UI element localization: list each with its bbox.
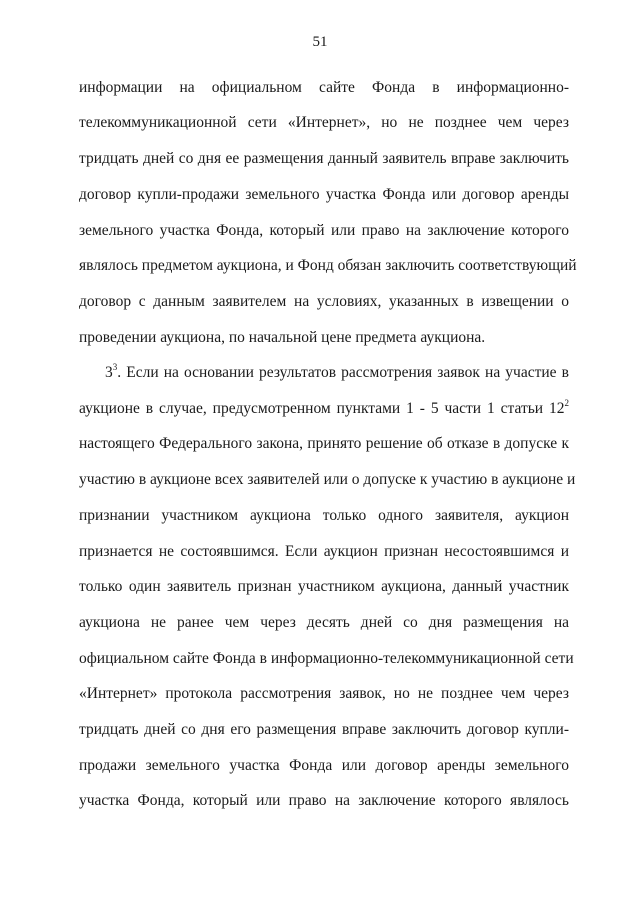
item-number: 3: [105, 364, 113, 381]
text-line: договор с данным заявителем на условиях, указанных в извещении о: [79, 293, 569, 310]
text-line: официальном сайте Фонда в информационно-телекоммуникационной сети: [79, 650, 574, 667]
text-line: являлось предметом аукциона, и Фонд обязан заключить соответствующий: [79, 257, 577, 274]
text-line: участка Фонда, который или право на заключение которого являлось: [79, 792, 569, 809]
text-line: признается не состоявшимся. Если аукцион признан несостоявшимся и: [79, 543, 569, 560]
text-line: договор купли-продажи земельного участка Фонда или договор аренды: [79, 186, 569, 203]
article-superscript: 2: [564, 397, 569, 408]
text-line: тридцать дней со дня ее размещения данный заявитель вправе заключить: [79, 150, 569, 167]
text-segment: аукционе в случае, предусмотренном пунктами 1 - 5 части 1 статьи 12: [79, 400, 565, 417]
page-number: 51: [312, 34, 328, 50]
text-line: участию в аукционе всех заявителей или о допуске к участию в аукционе и: [79, 471, 576, 488]
text-line: продажи земельного участка Фонда или договор аренды земельного: [79, 757, 569, 774]
text-line: телекоммуникационной сети «Интернет», но не позднее чем через: [79, 114, 569, 131]
text-line: земельного участка Фонда, который или право на заключение которого: [79, 222, 569, 239]
text-line: «Интернет» протокола рассмотрения заявок, но не позднее чем через: [79, 685, 569, 702]
text-line: только один заявитель признан участником аукциона, данный участник: [79, 578, 569, 595]
item-number-superscript: 3: [112, 361, 118, 372]
text-line: настоящего Федерального закона, принято решение об отказе в допуске к: [79, 435, 569, 452]
paragraph-first-line: [105, 363, 569, 383]
text-line: признании участником аукциона только одного заявителя, аукцион: [79, 507, 569, 524]
text-line: [79, 399, 569, 419]
text-line: информации на официальном сайте Фонда в информационно-: [79, 79, 569, 96]
text-line: аукциона не ранее чем через десять дней со дня размещения на: [79, 614, 569, 631]
text-line: тридцать дней со дня его размещения вправе заключить договор купли-: [79, 721, 569, 738]
item-text: . Если на основании результатов рассмотрения заявок на участие в: [117, 364, 569, 381]
text-line: проведении аукциона, по начальной цене предмета аукциона.: [79, 329, 486, 346]
